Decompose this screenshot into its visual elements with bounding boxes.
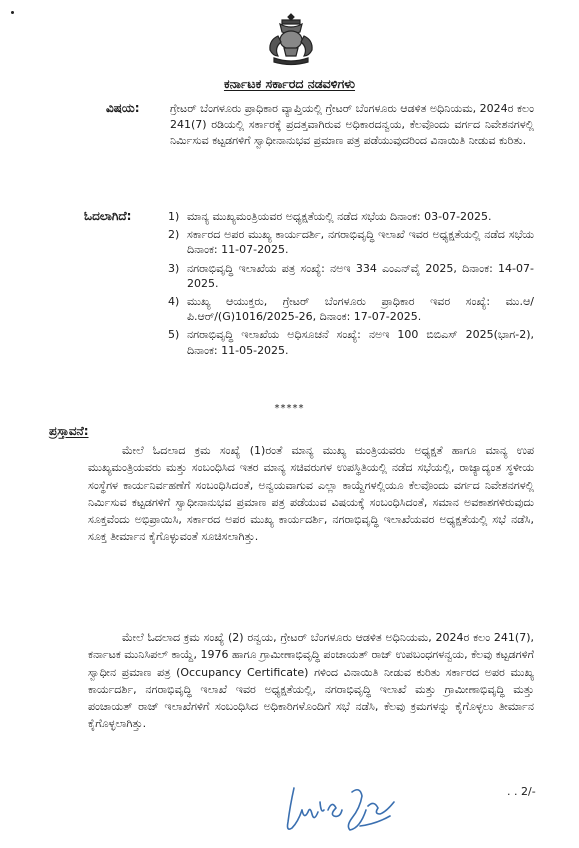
reference-item: 5) ನಗರಾಭಿವೃದ್ಧಿ ಇಲಾಖೆಯ ಅಧಿಸೂಚನೆ ಸಂಖ್ಯೆ: ನಅಇ 100 ಬಿಬಿಎಸ್ 2025(ಭಾಗ-2), ದಿನಾಂಕ: 11-05-2025. <box>168 328 534 357</box>
reference-item: 2) ಸರ್ಕಾರದ ಅಪರ ಮುಖ್ಯ ಕಾರ್ಯದರ್ಶಿ, ನಗರಾಭಿವೃದ್ಧಿ ಇಲಾಖೆ ಇವರ ಅಧ್ಯಕ್ಷತೆಯಲ್ಲಿ ನಡೆದ ಸಭೆಯ ದಿನಾಂಕ: 11-07-2025. <box>168 228 534 257</box>
subject-text: ಗ್ರೇಟರ್ ಬೆಂಗಳೂರು ಪ್ರಾಧಿಕಾರ ವ್ಯಾಪ್ತಿಯಲ್ಲಿ ಗ್ರೇಟರ್ ಬೆಂಗಳೂರು ಆಡಳಿತ ಅಧಿನಿಯಮ, 2024ರ ಕಲಂ 241(7) ರಡಿಯಲ್ಲಿ ಸರ್ಕಾರಕ್ಕೆ ಪ್ರದತ್ತವಾಗಿರುವ ಅಧಿಕಾರದನ್ವಯ, ಕೆಲವೊಂದು ವರ್ಗದ ನಿವೇಶನಗಳಲ್ಲಿ ನಿರ್ಮಿಸುವ ಕಟ್ಟಡಗಳಿಗೆ ಸ್ವಾಧೀನಾನುಭವ ಪ್ರಮಾಣ ಪತ್ರ ಪಡೆಯುವುದರಿಂದ ವಿನಾಯಿತಿ ನೀಡುವ ಕುರಿತು. <box>170 102 534 147</box>
preamble-title: ಪ್ರಸ್ತಾವನೆ: <box>49 424 89 438</box>
scan-dot <box>11 11 14 14</box>
signature-icon <box>272 780 412 838</box>
reference-item: 4) ಮುಖ್ಯ ಆಯುಕ್ತರು, ಗ್ರೇಟರ್ ಬೆಂಗಳೂರು ಪ್ರಾಧಿಕಾರ ಇವರ ಸಂಖ್ಯೆ: ಮು.ಆ/ಪಿ.ಆರ್/(G)1016/2025-26, ದಿನಾಂಕ: 17-07-2025. <box>168 295 534 324</box>
reference-item: 1) ಮಾನ್ಯ ಮುಖ್ಯಮಂತ್ರಿಯವರ ಅಧ್ಯಕ್ಷತೆಯಲ್ಲಿ ನಡೆದ ಸಭೆಯ ದಿನಾಂಕ: 03-07-2025. <box>168 210 492 223</box>
section-separator: ***** <box>274 403 305 414</box>
reference-item: 3) ನಗರಾಭಿವೃದ್ಧಿ ಇಲಾಖೆಯ ಪತ್ರ ಸಂಖ್ಯೆ: ನಅಇ 334 ಎಂಎನ್‌ವೈ 2025, ದಿನಾಂಕ: 14-07-2025. <box>168 261 534 290</box>
preamble-paragraph: ಮೇಲೆ ಓದಲಾದ ಕ್ರಮ ಸಂಖ್ಯೆ (2) ರನ್ವಯ, ಗ್ರೇಟರ್ ಬೆಂಗಳೂರು ಆಡಳಿತ ಅಧಿನಿಯಮ, 2024ರ ಕಲಂ 241(7), ಕರ್ನಾಟಕ ಮುನಿಸಿಪಲ್ ಕಾಯ್ದೆ, 1976 ಹಾಗೂ ಗ್ರಾಮೀಣಾಭಿವೃದ್ಧಿ ಪಂಚಾಯತ್ ರಾಜ್ ಉಪಬಂಧಗಳನ್ವಯ, ಕೆಲವು ಕಟ್ಟಡಗಳಿಗೆ ಸ್ವಾಧೀನ ಪ್ರಮಾಣ ಪತ್ರ (Occupancy Certificate) ಗಳಿಂದ ವಿನಾಯಿತಿ ನೀಡುವ ಕುರಿತು ಸರ್ಕಾರದ ಅಪರ ಮುಖ್ಯ ಕಾರ್ಯದರ್ಶಿ, ನಗರಾಭಿವೃದ್ಧಿ ಇಲಾಖೆ ಇವರ ಅಧ್ಯಕ್ಷತೆಯಲ್ಲಿ, ನಗರಾಭಿವೃದ್ಧಿ ಇಲಾಖೆ ಮತ್ತು ಗ್ರಾಮೀಣಾಭಿವೃದ್ಧಿ ಮತ್ತು ಪಂಚಾಯತ್ ರಾಜ್ ಇಲಾಖೆಗಳಿಗೆ ಸಂಬಂಧಿಸಿದ ಅಧಿಕಾರಿಗಳೊಂದಿಗೆ ಸಭೆ ನಡೆಸಿ, ಕೆಲವು ಕ್ರಮಗಳನ್ನು ಕೈಗೊಳ್ಳಲು ತೀರ್ಮಾನ ಕೈಗೊಳ್ಳಲಾಗಿತ್ತು. <box>88 631 534 731</box>
references-label: ಓದಲಾಗಿದೆ: <box>84 209 132 223</box>
state-emblem-icon <box>264 10 318 66</box>
page-indicator: . . 2/- <box>507 785 536 798</box>
document-heading: ಕರ್ನಾಟಕ ಸರ್ಕಾರದ ನಡವಳಿಗಳು <box>223 76 356 91</box>
references-list <box>168 209 534 361</box>
subject-label: ವಿಷಯ: <box>106 101 140 115</box>
preamble-paragraph: ಮೇಲೆ ಓದಲಾದ ಕ್ರಮ ಸಂಖ್ಯೆ (1)ರಂತೆ ಮಾನ್ಯ ಮುಖ್ಯ ಮಂತ್ರಿಯವರು ಅಧ್ಯಕ್ಷತೆ ಹಾಗೂ ಮಾನ್ಯ ಉಪ ಮುಖ್ಯಮಂತ್ರಿಯವರು ಮತ್ತು ಸಂಬಂಧಿಸಿದ ಇತರ ಮಾನ್ಯ ಸಚಿವರುಗಳ ಉಪಸ್ಥಿತಿಯಲ್ಲಿ ನಡೆದ ಸಭೆಯಲ್ಲಿ, ರಾಜ್ಯಾದ್ಯಂತ ಸ್ಥಳೀಯ ಸಂಸ್ಥೆಗಳ ಕಾರ್ಯನಿರ್ವಹಣೆಗೆ ಸಂಬಂಧಿಸಿದಂತೆ, ಅನ್ವಯವಾಗುವ ಎಲ್ಲಾ ಕಾಯ್ದೆಗಳಲ್ಲಿಯೂ ಕೆಲವೊಂದು ವರ್ಗದ ನಿವೇಶನಗಳಲ್ಲಿ ನಿರ್ಮಿಸುವ ಕಟ್ಟಡಗಳಿಗೆ ಸ್ವಾಧೀನಾನುಭವ ಪ್ರಮಾಣ ಪತ್ರ ಪಡೆಯುವ ವಿಷಯಕ್ಕೆ ಸಂಬಂಧಿಸಿದಂತೆ, ಸಮಾನ ಅವಕಾಶಗಳಿರುವುದು ಸೂಕ್ತವೆಂದು ಅಭಿಪ್ರಾಯಿಸಿ, ಸರ್ಕಾರದ ಅಪರ ಮುಖ್ಯ ಕಾರ್ಯದರ್ಶಿ, ನಗರಾಭಿವೃದ್ಧಿ ಇಲಾಖೆಯವರ ಅಧ್ಯಕ್ಷತೆಯಲ್ಲಿ ಸಭೆ ನಡೆಸಿ, ಸೂಕ್ತ ತೀರ್ಮಾನ ಕೈಗೊಳ್ಳುವಂತೆ ಸೂಚಿಸಲಾಗಿತ್ತು. <box>88 444 534 544</box>
